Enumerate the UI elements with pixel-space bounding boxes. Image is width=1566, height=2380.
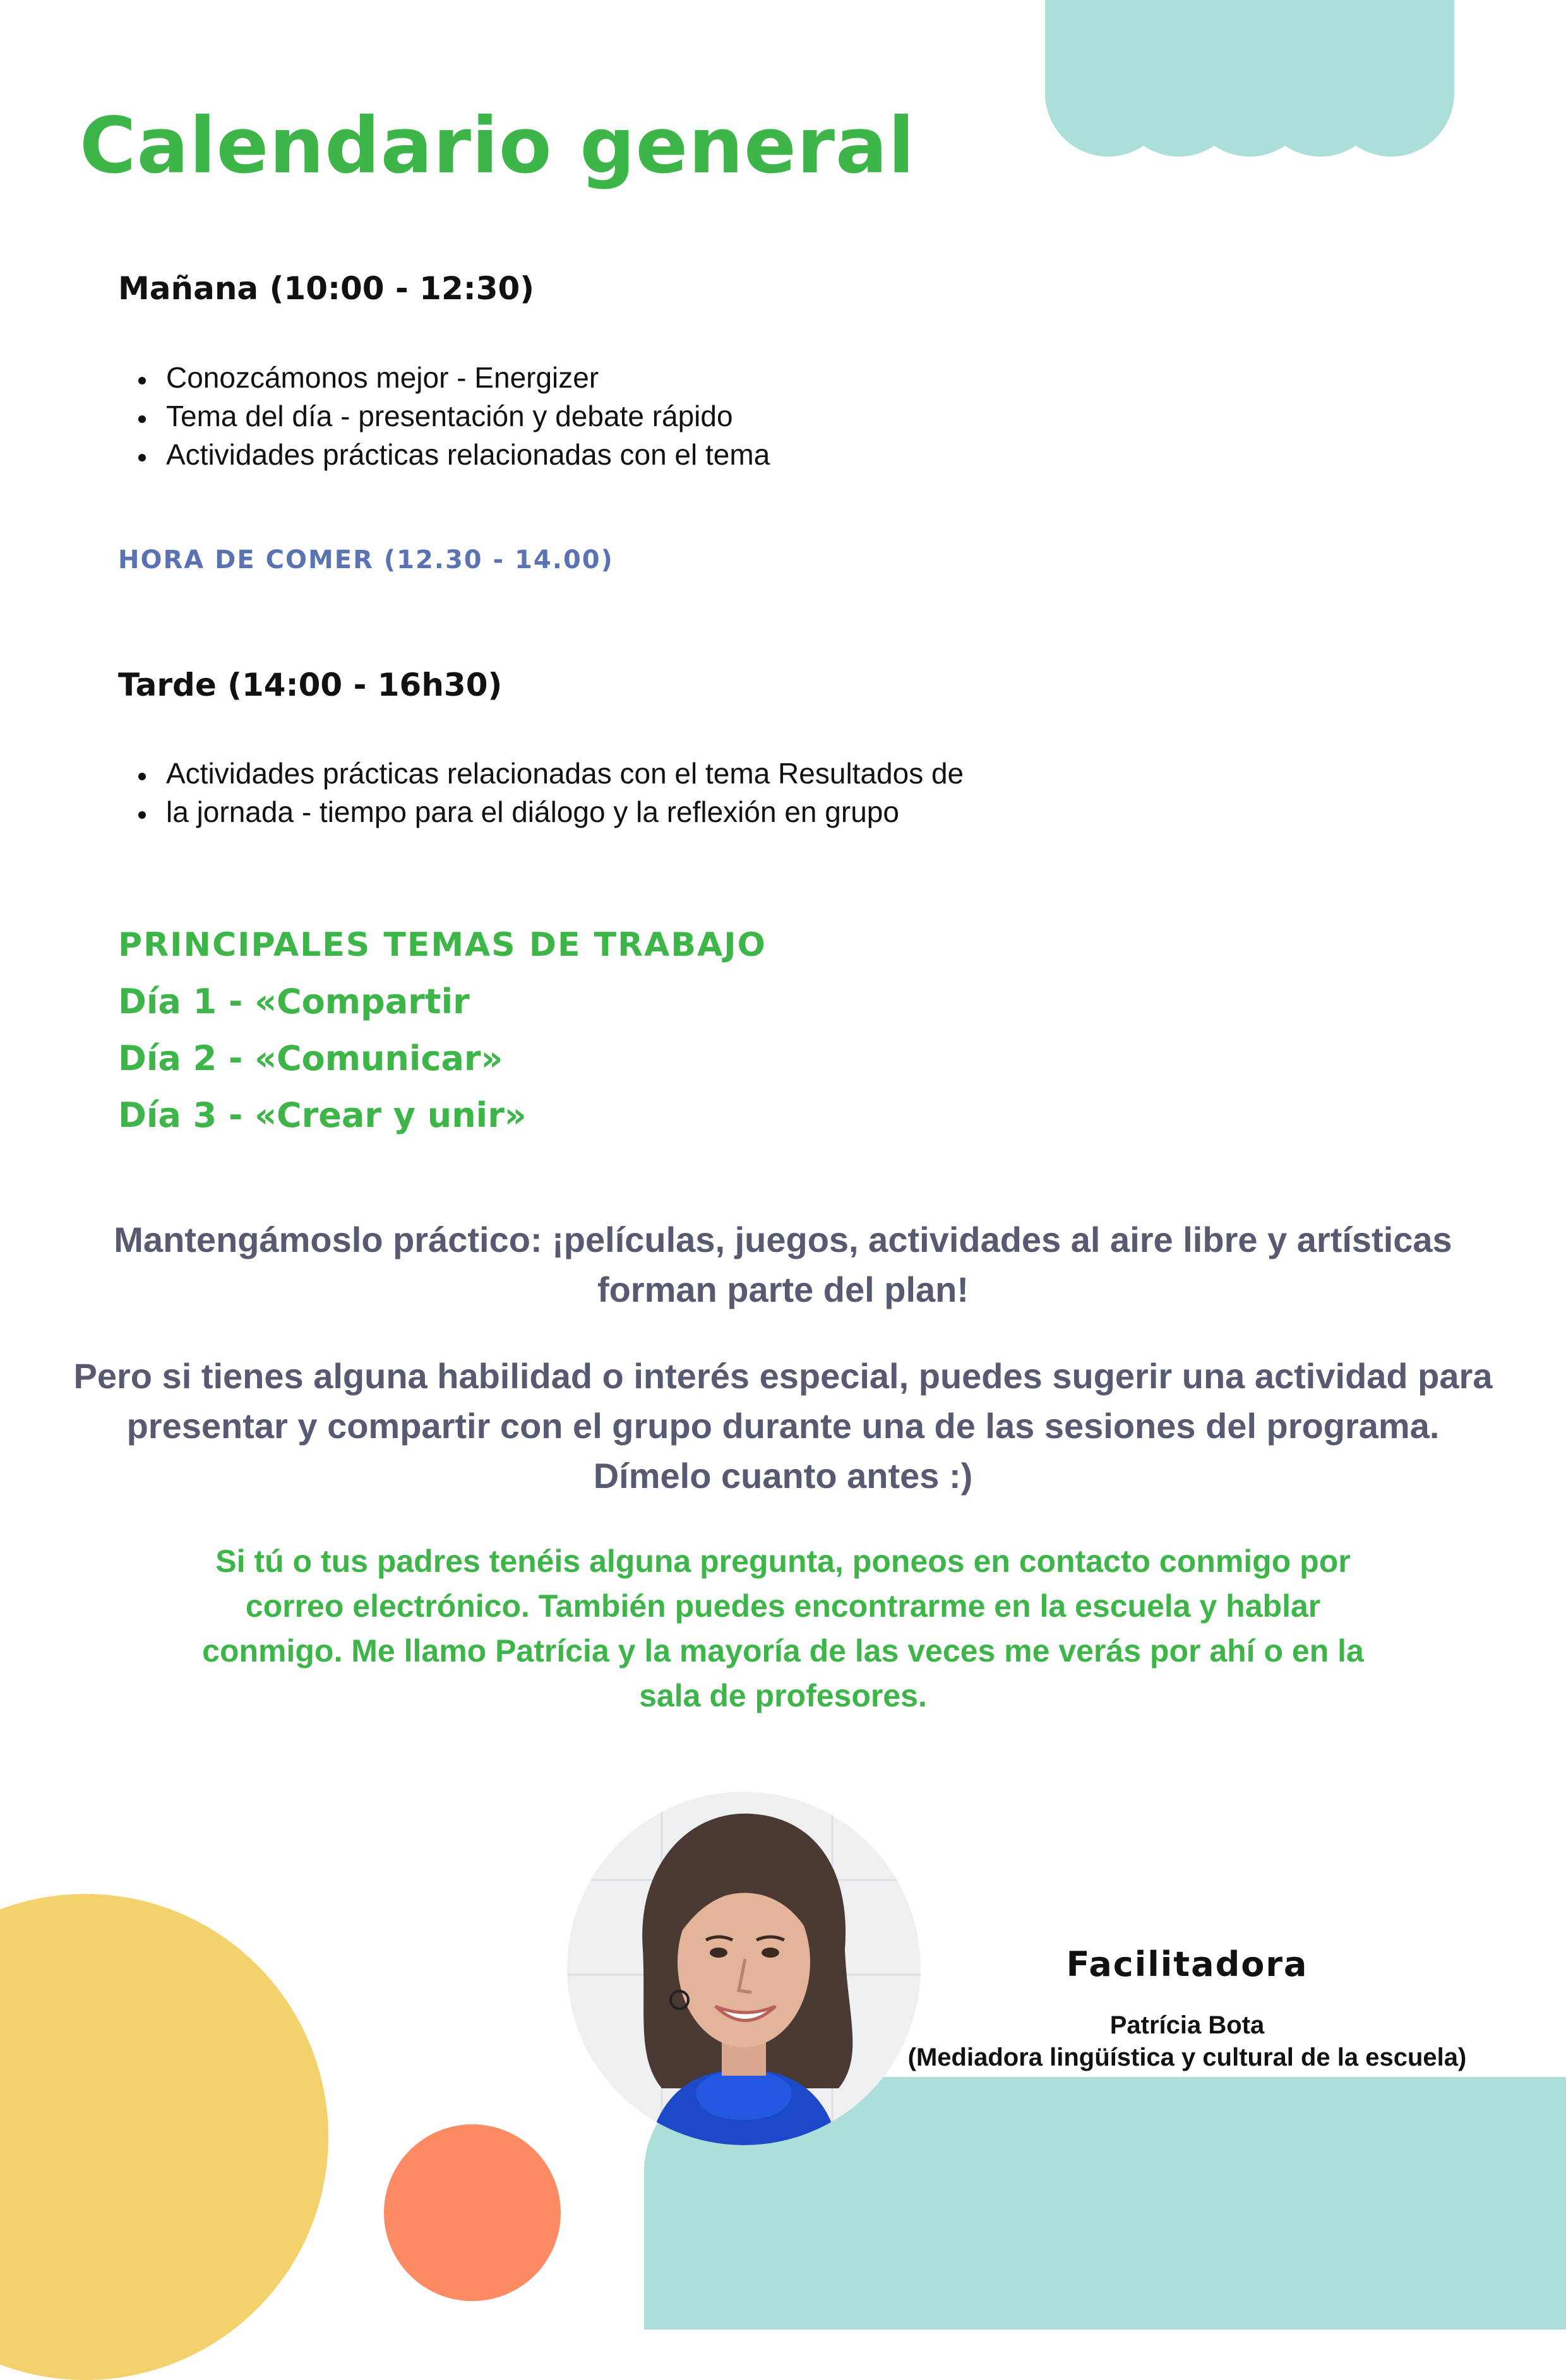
arch-shape bbox=[1328, 0, 1454, 157]
list-item: Tema del día - presentación y debate rápido bbox=[136, 397, 770, 436]
afternoon-list bbox=[136, 754, 964, 831]
theme-day: Día 1 - «Compartir bbox=[118, 982, 470, 1021]
facilitator-photo bbox=[567, 1792, 921, 2145]
facilitator-name: Patrícia Bota bbox=[1109, 2011, 1265, 2039]
list-item: Actividades prácticas relacionadas con el tema Resultados de bbox=[136, 754, 964, 793]
orange-circle-decoration bbox=[384, 2124, 561, 2301]
yellow-circle-decoration bbox=[0, 1894, 328, 2380]
themes-title: PRINCIPALES TEMAS DE TRABAJO bbox=[118, 926, 767, 964]
list-item: Actividades prácticas relacionadas con el tema bbox=[136, 436, 770, 474]
afternoon-heading: Tarde (14:00 - 16h30) bbox=[118, 667, 503, 703]
practical-paragraph: Mantengámoslo práctico: ¡películas, juegos, actividades al aire libre y artísticas forman parte del plan! bbox=[114, 1220, 1452, 1309]
themes-section bbox=[118, 917, 767, 1144]
theme-day: Día 2 - «Comunicar» bbox=[118, 1038, 503, 1078]
theme-day: Día 3 - «Crear y unir» bbox=[118, 1095, 527, 1135]
lunch-break: HORA DE COMER (12.30 - 14.00) bbox=[118, 545, 614, 574]
suggest-paragraph: Pero si tienes alguna habilidad o interés especial, puedes sugerir una actividad para presentar y compartir con el grupo durante una de las sesiones del programa. Dímelo cuanto antes :) bbox=[73, 1356, 1493, 1496]
contact-paragraph: Si tú o tus padres tenéis alguna pregunta, poneos en contacto conmigo por correo electrónico. También puedes encontrarme en la escuela y hablar conmigo. Me llamo Patrícia y la mayoría de las veces me verás por ahí o en la sala de profesores. bbox=[202, 1544, 1364, 1713]
list-item: la jornada - tiempo para el diálogo y la reflexión en grupo bbox=[136, 793, 964, 831]
list-item: Conozcámonos mejor - Energizer bbox=[136, 359, 770, 397]
facilitator-role: Facilitadora bbox=[1066, 1944, 1308, 1984]
facilitator-description: (Mediadora lingüística y cultural de la escuela) bbox=[907, 2044, 1467, 2071]
morning-list bbox=[136, 359, 770, 474]
morning-heading: Mañana (10:00 - 12:30) bbox=[118, 270, 535, 307]
page-title: Calendario general bbox=[80, 101, 916, 191]
